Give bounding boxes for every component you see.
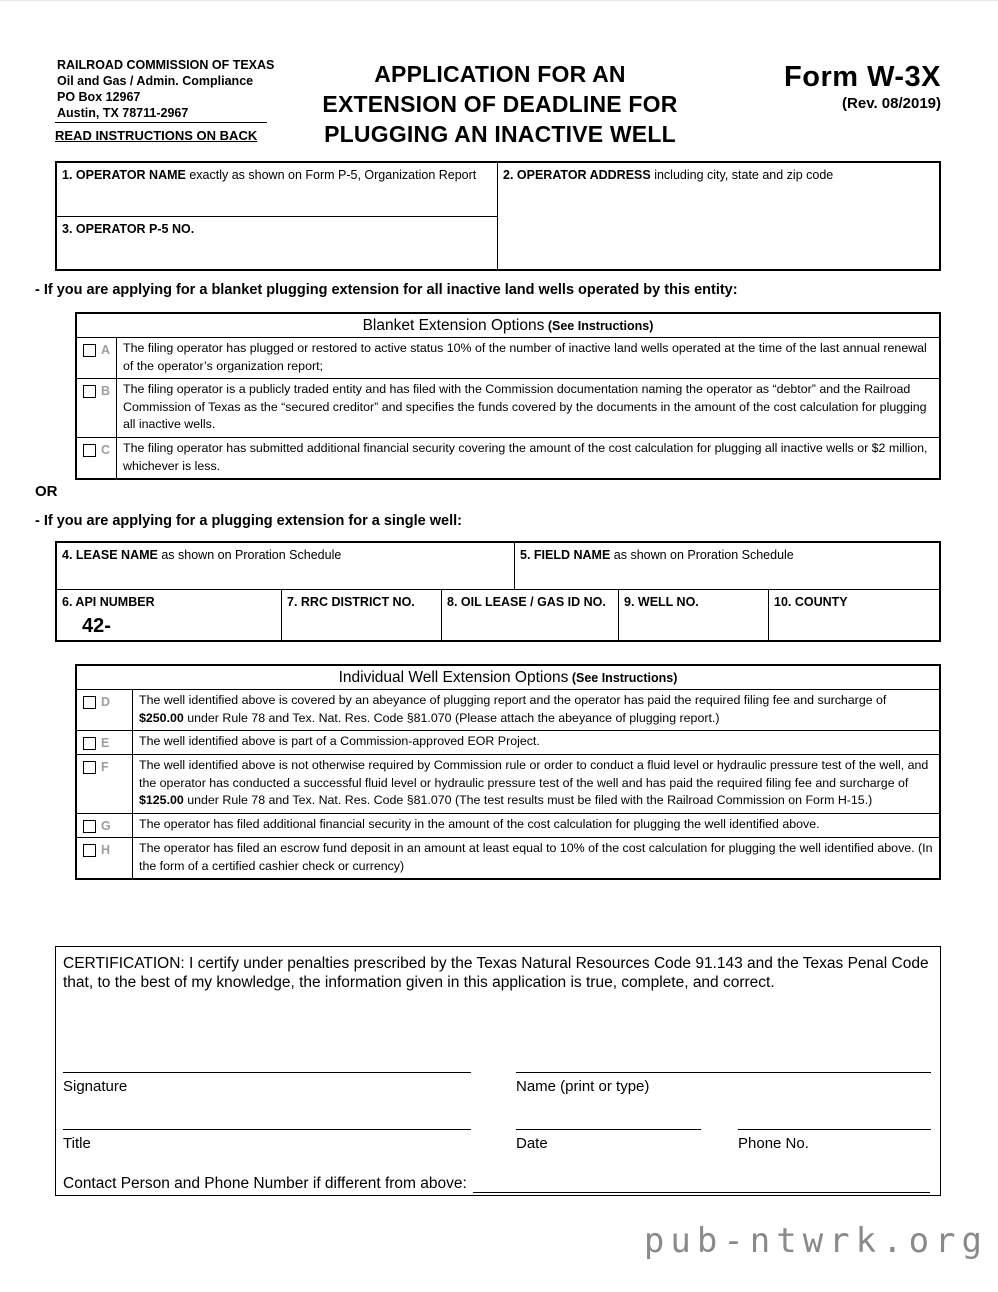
signature-line[interactable] (63, 1072, 471, 1073)
or-separator: OR (35, 483, 58, 500)
lease-name-hint: as shown on Proration Schedule (157, 548, 342, 562)
option-d-checkbox[interactable] (83, 696, 96, 709)
option-a-text: The filing operator has plugged or restored to active status 10% of the number of inactive land wells operated at the time of the last annual renewal of the operator’s organization report; (123, 341, 927, 373)
option-d-selector-cell (77, 690, 133, 730)
blanket-table-title-suffix: (See Instructions) (544, 319, 654, 333)
agency-line: PO Box 12967 (57, 90, 141, 104)
agency-line: Austin, TX 78711-2967 (57, 106, 189, 120)
contact-person-row (63, 1173, 930, 1193)
individual-table-title: Individual Well Extension Options (338, 669, 569, 686)
option-b-selector-cell (77, 379, 117, 437)
option-row-g (77, 814, 939, 838)
form-number-block (700, 61, 941, 112)
option-b-checkbox[interactable] (83, 385, 96, 398)
option-b-letter: B (101, 384, 111, 399)
certification-box (55, 946, 941, 1196)
option-h-selector-cell (77, 838, 133, 878)
api-number-label: 6. API NUMBER (62, 595, 155, 609)
lease-name-field[interactable] (57, 543, 515, 589)
option-c-selector-cell (77, 438, 117, 478)
contact-person-line[interactable] (473, 1173, 930, 1193)
signature-label: Signature (63, 1078, 128, 1095)
option-f-letter: F (101, 760, 109, 775)
rrc-district-label: 7. RRC DISTRICT NO. (287, 595, 415, 609)
individual-table-header (77, 666, 939, 690)
name-label: Name (print or type) (516, 1078, 650, 1095)
certification-text: CERTIFICATION: I certify under penalties prescribed by the Texas Natural Resources Code 91.143 and the Texas Penal Code that, to the best of my knowledge, the information given in this application is true, complete, and correct. (63, 955, 929, 991)
operator-p5-label: 3. OPERATOR P-5 NO. (62, 222, 195, 236)
api-number-prefix: 42- (82, 615, 111, 637)
agency-line: RAILROAD COMMISSION OF TEXAS (57, 58, 275, 72)
option-g-checkbox[interactable] (83, 820, 96, 833)
blanket-extension-options-table (75, 312, 941, 480)
operator-left-column (57, 163, 498, 269)
option-d-text: The well identified above is covered by an abeyance of plugging report and the operator has paid the required filing fee and surcharge of $250.00 under Rule 78 and Tex. Nat. Res. Code §81.070 (Please attach the abeyance of plugging report.) (139, 693, 887, 725)
contact-person-label: Contact Person and Phone Number if different from above: (63, 1175, 467, 1192)
option-g-selector-cell (77, 814, 133, 837)
operator-address-label: 2. OPERATOR ADDRESS (503, 168, 651, 182)
option-row-h (77, 838, 939, 878)
option-a-checkbox[interactable] (83, 344, 96, 357)
option-row-b (77, 379, 939, 438)
operator-name-label: 1. OPERATOR NAME (62, 168, 186, 182)
form-revision: (Rev. 08/2019) (842, 95, 941, 112)
option-e-selector-cell (77, 731, 133, 754)
api-number-field[interactable] (57, 590, 282, 640)
oil-lease-gas-id-field[interactable] (442, 590, 619, 640)
field-name-field[interactable] (515, 543, 939, 589)
well-number-label: 9. WELL NO. (624, 595, 699, 609)
name-line[interactable] (516, 1072, 931, 1073)
option-f-text: The well identified above is not otherwise required by Commission rule or order to conduct a fluid level or hydraulic pressure test of the well, and the operator has conducted a successful fluid level or hydraulic pressure test of the well and has paid the required filing fee and surcharge of $125.00 under Rule 78 and Tex. Nat. Res. Code §81.070 (The test results must be filed with the Railroad Commission on Form H-15.) (139, 758, 929, 808)
operator-name-field[interactable] (57, 163, 497, 217)
option-e-checkbox[interactable] (83, 737, 96, 750)
option-h-checkbox[interactable] (83, 844, 96, 857)
well-number-field[interactable] (619, 590, 769, 640)
county-field[interactable] (769, 590, 939, 640)
option-row-e (77, 731, 939, 755)
option-e-letter: E (101, 736, 110, 751)
lease-name-label: 4. LEASE NAME (62, 548, 158, 562)
option-c-letter: C (101, 443, 111, 458)
blanket-table-title: Blanket Extension Options (362, 317, 545, 334)
title-label: Title (63, 1135, 91, 1152)
agency-line: Oil and Gas / Admin. Compliance (57, 74, 254, 88)
option-b-text: The filing operator is a publicly traded entity and has filed with the Commission documentation naming the operator as “debtor” and the Railroad Commission of Texas as the “secured creditor” and specifies the funds covered by the documents in the amount of the cost calculation for plugging all inactive wells. (123, 382, 927, 432)
rrc-district-field[interactable] (282, 590, 442, 640)
option-e-text: The well identified above is part of a Commission-approved EOR Project. (139, 734, 540, 749)
single-well-section-intro: - If you are applying for a plugging extension for a single well: (35, 513, 462, 529)
option-h-letter: H (101, 843, 111, 858)
operator-info-table (55, 161, 941, 271)
page-title: APPLICATION FOR AN EXTENSION OF DEADLINE FOR PLUGGING AN INACTIVE WELL (322, 61, 678, 147)
option-d-letter: D (101, 695, 111, 709)
option-row-a (77, 338, 939, 379)
operator-address-field[interactable] (498, 163, 939, 269)
option-row-c (77, 438, 939, 478)
operator-p5-field[interactable] (57, 217, 497, 269)
single-well-info-table (55, 541, 941, 642)
phone-label: Phone No. (738, 1135, 809, 1152)
blanket-table-header (77, 314, 939, 338)
date-line[interactable] (516, 1129, 701, 1130)
option-g-letter: G (101, 819, 111, 834)
agency-address-block (57, 57, 274, 121)
operator-address-hint: including city, state and zip code (650, 168, 834, 182)
option-row-f (77, 755, 939, 814)
phone-line[interactable] (738, 1129, 931, 1130)
option-c-checkbox[interactable] (83, 444, 96, 457)
individual-well-options-table (75, 664, 941, 880)
option-a-selector-cell (77, 338, 117, 378)
option-h-text: The operator has filed an escrow fund deposit in an amount at least equal to 10% of the cost calculation for plugging the well identified above. (In the form of a certified cashier check or currency) (139, 841, 933, 873)
operator-name-hint: exactly as shown on Form P-5, Organization Report (185, 168, 477, 182)
form-number: Form W-3X (784, 61, 941, 93)
date-label: Date (516, 1135, 548, 1152)
blanket-section-intro: - If you are applying for a blanket plugging extension for all inactive land wells operated by this entity: (35, 282, 738, 298)
field-name-label: 5. FIELD NAME (520, 548, 611, 562)
option-row-d (77, 690, 939, 731)
option-f-selector-cell (77, 755, 133, 813)
individual-table-title-suffix: (See Instructions) (568, 671, 678, 685)
field-name-hint: as shown on Proration Schedule (610, 548, 794, 562)
county-label: 10. COUNTY (774, 595, 848, 609)
option-g-text: The operator has filed additional financial security in the amount of the cost calculation for plugging the well identified above. (139, 817, 820, 832)
watermark-text: pub-ntwrk.org (643, 1221, 988, 1261)
oil-lease-gas-id-label: 8. OIL LEASE / GAS ID NO. (447, 595, 606, 609)
option-f-checkbox[interactable] (83, 761, 96, 774)
title-line[interactable] (63, 1129, 471, 1130)
read-instructions-note: READ INSTRUCTIONS ON BACK (55, 122, 267, 143)
option-c-text: The filing operator has submitted additional financial security covering the amount of the cost calculation for plugging all inactive wells or $2 million, whichever is less. (123, 441, 928, 473)
option-a-letter: A (101, 343, 111, 357)
